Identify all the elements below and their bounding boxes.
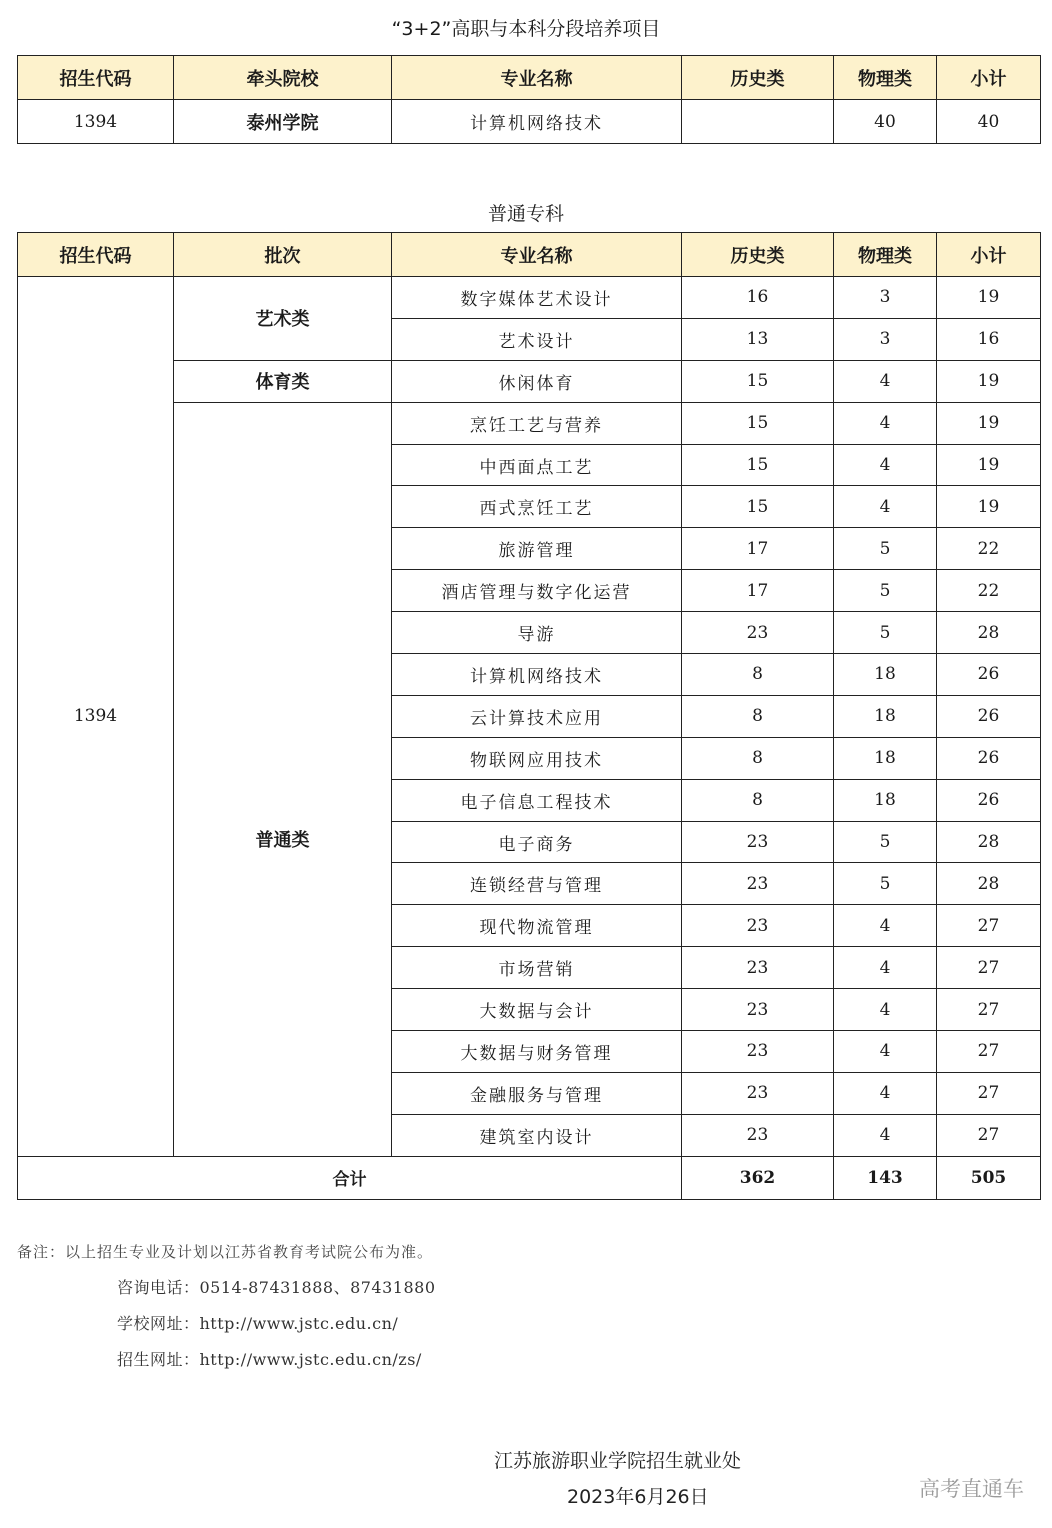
- total-subtotal: 505: [937, 1156, 1041, 1199]
- cell-subtotal: 27: [937, 1072, 1041, 1114]
- cell-physics: 5: [834, 612, 937, 654]
- header-major: 专业名称: [392, 233, 682, 277]
- total-row: [18, 1156, 1041, 1199]
- header-subtotal: 小计: [937, 56, 1041, 100]
- table-header-row: [18, 233, 1041, 277]
- cell-subtotal: 22: [937, 528, 1041, 570]
- cell-physics: 3: [834, 318, 937, 360]
- cell-physics: 4: [834, 947, 937, 989]
- phone-text: 咨询电话：0514-87431888、87431880: [117, 1278, 436, 1297]
- cell-history: 23: [682, 905, 834, 947]
- header-code: 招生代码: [18, 233, 174, 277]
- cell-history: 15: [682, 444, 834, 486]
- school-site-text: 学校网址：http://www.jstc.edu.cn/: [117, 1314, 399, 1333]
- table-row: [18, 100, 1041, 144]
- remark-text: 备注：以上招生专业及计划以江苏省教育考试院公布为准。: [17, 1243, 434, 1261]
- cell-major: 建筑室内设计: [392, 1114, 682, 1156]
- header-history: 历史类: [682, 56, 834, 100]
- cell-history: 23: [682, 947, 834, 989]
- cell-major: 烹饪工艺与营养: [392, 402, 682, 444]
- cell-major: 云计算技术应用: [392, 695, 682, 737]
- office-signature: 江苏旅游职业学院招生就业处: [494, 1450, 742, 1472]
- cell-physics: 18: [834, 695, 937, 737]
- cell-subtotal: 16: [937, 318, 1041, 360]
- cell-subtotal: 28: [937, 863, 1041, 905]
- header-history: 历史类: [682, 233, 834, 277]
- cell-subtotal: 27: [937, 1031, 1041, 1073]
- cell-subtotal: 19: [937, 277, 1041, 319]
- cell-major: 物联网应用技术: [392, 737, 682, 779]
- cell-physics: 18: [834, 737, 937, 779]
- cell-subtotal: 27: [937, 989, 1041, 1031]
- cell-history: 15: [682, 486, 834, 528]
- table-header-row: [18, 56, 1041, 100]
- cell-subtotal: 26: [937, 737, 1041, 779]
- cell-physics: 4: [834, 402, 937, 444]
- cell-major: 电子信息工程技术: [392, 779, 682, 821]
- cell-history: 23: [682, 1114, 834, 1156]
- cell-major: 中西面点工艺: [392, 444, 682, 486]
- cell-subtotal: 28: [937, 612, 1041, 654]
- cell-physics: 5: [834, 821, 937, 863]
- cell-major: 计算机网络技术: [392, 654, 682, 696]
- cell-subtotal: 27: [937, 1114, 1041, 1156]
- cell-physics: 18: [834, 654, 937, 696]
- joint-program-table: [17, 55, 1041, 144]
- cell-physics: 5: [834, 863, 937, 905]
- header-physics: 物理类: [834, 56, 937, 100]
- total-label: 合计: [18, 1156, 682, 1199]
- cell-subtotal: 27: [937, 905, 1041, 947]
- cell-school: 泰州学院: [174, 100, 392, 144]
- cell-physics: 4: [834, 989, 937, 1031]
- cell-code: 1394: [18, 100, 174, 144]
- table-row: [18, 277, 1041, 319]
- cell-physics: 4: [834, 1114, 937, 1156]
- total-history: 362: [682, 1156, 834, 1199]
- cell-history: 17: [682, 570, 834, 612]
- cell-history: 15: [682, 360, 834, 402]
- header-school: 牵头院校: [174, 56, 392, 100]
- header-physics: 物理类: [834, 233, 937, 277]
- batch-sports: 体育类: [174, 360, 392, 402]
- cell-physics: 4: [834, 1072, 937, 1114]
- cell-history: 23: [682, 1031, 834, 1073]
- cell-subtotal: 19: [937, 444, 1041, 486]
- cell-major: 大数据与会计: [392, 989, 682, 1031]
- batch-general: 普通类: [174, 402, 392, 1156]
- cell-physics: 3: [834, 277, 937, 319]
- cell-subtotal: 19: [937, 360, 1041, 402]
- header-major: 专业名称: [392, 56, 682, 100]
- cell-history: 23: [682, 863, 834, 905]
- cell-physics: 4: [834, 444, 937, 486]
- cell-subtotal: 26: [937, 695, 1041, 737]
- cell-subtotal: 28: [937, 821, 1041, 863]
- section2-title: 普通专科: [487, 203, 564, 225]
- cell-physics: 4: [834, 1031, 937, 1073]
- cell-history: 15: [682, 402, 834, 444]
- batch-art: 艺术类: [174, 277, 392, 361]
- cell-major: 旅游管理: [392, 528, 682, 570]
- cell-major: 市场营销: [392, 947, 682, 989]
- cell-history: 8: [682, 737, 834, 779]
- cell-major: 艺术设计: [392, 318, 682, 360]
- cell-major: 大数据与财务管理: [392, 1031, 682, 1073]
- cell-history: 13: [682, 318, 834, 360]
- cell-major: 连锁经营与管理: [392, 863, 682, 905]
- cell-physics: 4: [834, 486, 937, 528]
- cell-physics: 40: [834, 100, 937, 144]
- cell-major: 导游: [392, 612, 682, 654]
- cell-physics: 18: [834, 779, 937, 821]
- cell-major: 西式烹饪工艺: [392, 486, 682, 528]
- header-subtotal: 小计: [937, 233, 1041, 277]
- cell-history: [682, 100, 834, 144]
- cell-subtotal: 26: [937, 654, 1041, 696]
- regular-college-table: [17, 232, 1041, 1200]
- total-physics: 143: [834, 1156, 937, 1199]
- cell-history: 23: [682, 1072, 834, 1114]
- cell-physics: 4: [834, 360, 937, 402]
- cell-subtotal: 26: [937, 779, 1041, 821]
- cell-subtotal: 19: [937, 402, 1041, 444]
- cell-history: 8: [682, 779, 834, 821]
- header-batch: 批次: [174, 233, 392, 277]
- cell-history: 23: [682, 989, 834, 1031]
- cell-subtotal: 19: [937, 486, 1041, 528]
- watermark: 高考直通车: [919, 1477, 1024, 1501]
- cell-physics: 4: [834, 905, 937, 947]
- cell-code: 1394: [18, 277, 174, 1157]
- header-code: 招生代码: [18, 56, 174, 100]
- signature-date: 2023年6月26日: [567, 1486, 709, 1508]
- cell-major: 电子商务: [392, 821, 682, 863]
- cell-major: 现代物流管理: [392, 905, 682, 947]
- cell-history: 23: [682, 612, 834, 654]
- notes-block: [17, 1234, 436, 1378]
- cell-physics: 5: [834, 528, 937, 570]
- cell-history: 8: [682, 654, 834, 696]
- cell-history: 16: [682, 277, 834, 319]
- cell-subtotal: 22: [937, 570, 1041, 612]
- cell-major: 数字媒体艺术设计: [392, 277, 682, 319]
- cell-history: 8: [682, 695, 834, 737]
- cell-physics: 5: [834, 570, 937, 612]
- cell-major: 金融服务与管理: [392, 1072, 682, 1114]
- admission-site-text: 招生网址：http://www.jstc.edu.cn/zs/: [117, 1350, 422, 1369]
- cell-subtotal: 40: [937, 100, 1041, 144]
- cell-major: 酒店管理与数字化运营: [392, 570, 682, 612]
- cell-major: 计算机网络技术: [392, 100, 682, 144]
- cell-history: 17: [682, 528, 834, 570]
- section1-title: “3+2”高职与本科分段培养项目: [391, 18, 661, 40]
- cell-major: 休闲体育: [392, 360, 682, 402]
- cell-history: 23: [682, 821, 834, 863]
- cell-subtotal: 27: [937, 947, 1041, 989]
